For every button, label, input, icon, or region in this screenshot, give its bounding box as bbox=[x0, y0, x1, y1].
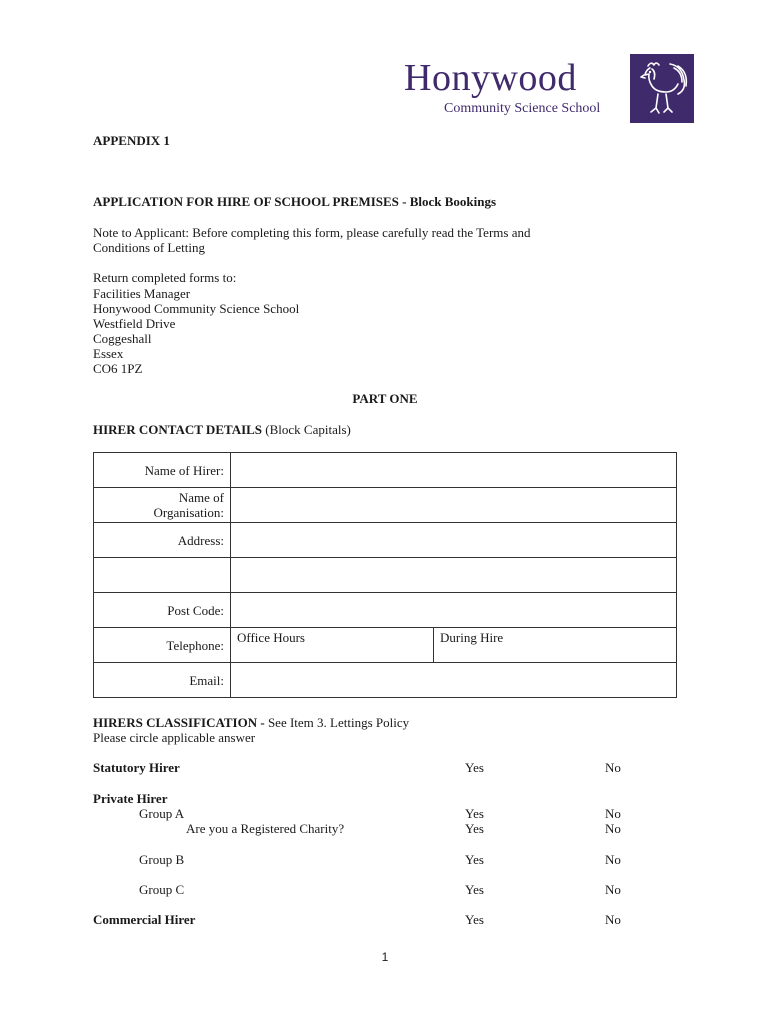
return-line: CO6 1PZ bbox=[93, 361, 143, 376]
address-field[interactable] bbox=[231, 523, 677, 558]
table-row bbox=[94, 593, 677, 628]
name-of-organisation-field[interactable] bbox=[231, 488, 677, 523]
group-c-no-option[interactable]: No bbox=[605, 882, 621, 897]
contact-heading: HIRER CONTACT DETAILS bbox=[93, 422, 263, 437]
classification-instruction: Please circle applicable answer bbox=[93, 730, 256, 745]
telephone-cells bbox=[231, 628, 677, 663]
return-label: Return completed forms to: bbox=[93, 270, 237, 285]
post-code-label: Post Code: bbox=[94, 593, 231, 628]
registered-charity-question: Are you a Registered Charity? bbox=[186, 821, 345, 836]
table-row bbox=[94, 663, 677, 698]
name-of-hirer-label: Name of Hirer: bbox=[94, 453, 231, 488]
table-row bbox=[94, 558, 677, 593]
return-line: Facilities Manager bbox=[93, 286, 191, 301]
group-a-yes-option[interactable]: Yes bbox=[465, 806, 484, 821]
page-number: 1 bbox=[381, 950, 389, 964]
form-title: APPLICATION FOR HIRE OF SCHOOL PREMISES - Block Bookings bbox=[93, 194, 497, 209]
statutory-yes-option[interactable]: Yes bbox=[465, 760, 484, 775]
appendix-label: APPENDIX 1 bbox=[93, 133, 170, 148]
classification-heading-row bbox=[93, 715, 409, 730]
contact-details-table bbox=[93, 452, 677, 698]
during-hire-field[interactable] bbox=[434, 628, 676, 662]
part-one-heading: PART ONE bbox=[352, 391, 418, 406]
group-b-no-option[interactable]: No bbox=[605, 852, 621, 867]
office-hours-label: Office Hours bbox=[237, 630, 305, 645]
return-line: Coggeshall bbox=[93, 331, 152, 346]
commercial-no-option[interactable]: No bbox=[605, 912, 621, 927]
statutory-no-option[interactable]: No bbox=[605, 760, 621, 775]
group-b-yes-option[interactable]: Yes bbox=[465, 852, 484, 867]
post-code-field[interactable] bbox=[231, 593, 677, 628]
commercial-yes-option[interactable]: Yes bbox=[465, 912, 484, 927]
rooster-icon bbox=[630, 54, 694, 123]
group-a-no-option[interactable]: No bbox=[605, 806, 621, 821]
group-c-label: Group C bbox=[139, 882, 185, 897]
group-b-label: Group B bbox=[139, 852, 185, 867]
during-hire-label: During Hire bbox=[440, 630, 504, 645]
email-label: Email: bbox=[94, 663, 231, 698]
address-blank-label bbox=[94, 558, 231, 593]
table-row bbox=[94, 523, 677, 558]
office-hours-field[interactable] bbox=[231, 628, 434, 662]
table-row bbox=[94, 453, 677, 488]
contact-heading-row bbox=[93, 422, 351, 438]
telephone-label: Telephone: bbox=[94, 628, 231, 663]
classification-heading: HIRERS CLASSIFICATION - bbox=[93, 715, 265, 730]
org-label-line-2: Organisation: bbox=[153, 505, 224, 520]
name-of-hirer-field[interactable] bbox=[231, 453, 677, 488]
commercial-hirer-label: Commercial Hirer bbox=[93, 912, 196, 927]
charity-no-option[interactable]: No bbox=[605, 821, 621, 836]
name-of-organisation-label bbox=[94, 488, 231, 523]
org-label-line-1: Name of bbox=[178, 490, 224, 505]
logo-name: Honywood bbox=[404, 57, 577, 99]
classification-see-item: See Item 3. Lettings Policy bbox=[267, 715, 410, 730]
address-field-line-2[interactable] bbox=[231, 558, 677, 593]
table-row bbox=[94, 628, 677, 663]
statutory-hirer-label: Statutory Hirer bbox=[93, 760, 180, 775]
note-line-2: Conditions of Letting bbox=[93, 240, 205, 255]
email-field[interactable] bbox=[231, 663, 677, 698]
address-label: Address: bbox=[94, 523, 231, 558]
logo-subtitle: Community Science School bbox=[444, 101, 601, 116]
group-c-yes-option[interactable]: Yes bbox=[465, 882, 484, 897]
return-line: Westfield Drive bbox=[93, 316, 176, 331]
return-line: Essex bbox=[93, 346, 124, 361]
table-row bbox=[94, 488, 677, 523]
contact-heading-note: (Block Capitals) bbox=[265, 422, 351, 437]
private-hirer-label: Private Hirer bbox=[93, 791, 168, 806]
charity-yes-option[interactable]: Yes bbox=[465, 821, 484, 836]
note-line-1: Note to Applicant: Before completing this form, please carefully read the Terms and bbox=[93, 225, 531, 240]
group-a-label: Group A bbox=[139, 806, 185, 821]
return-line: Honywood Community Science School bbox=[93, 301, 300, 316]
